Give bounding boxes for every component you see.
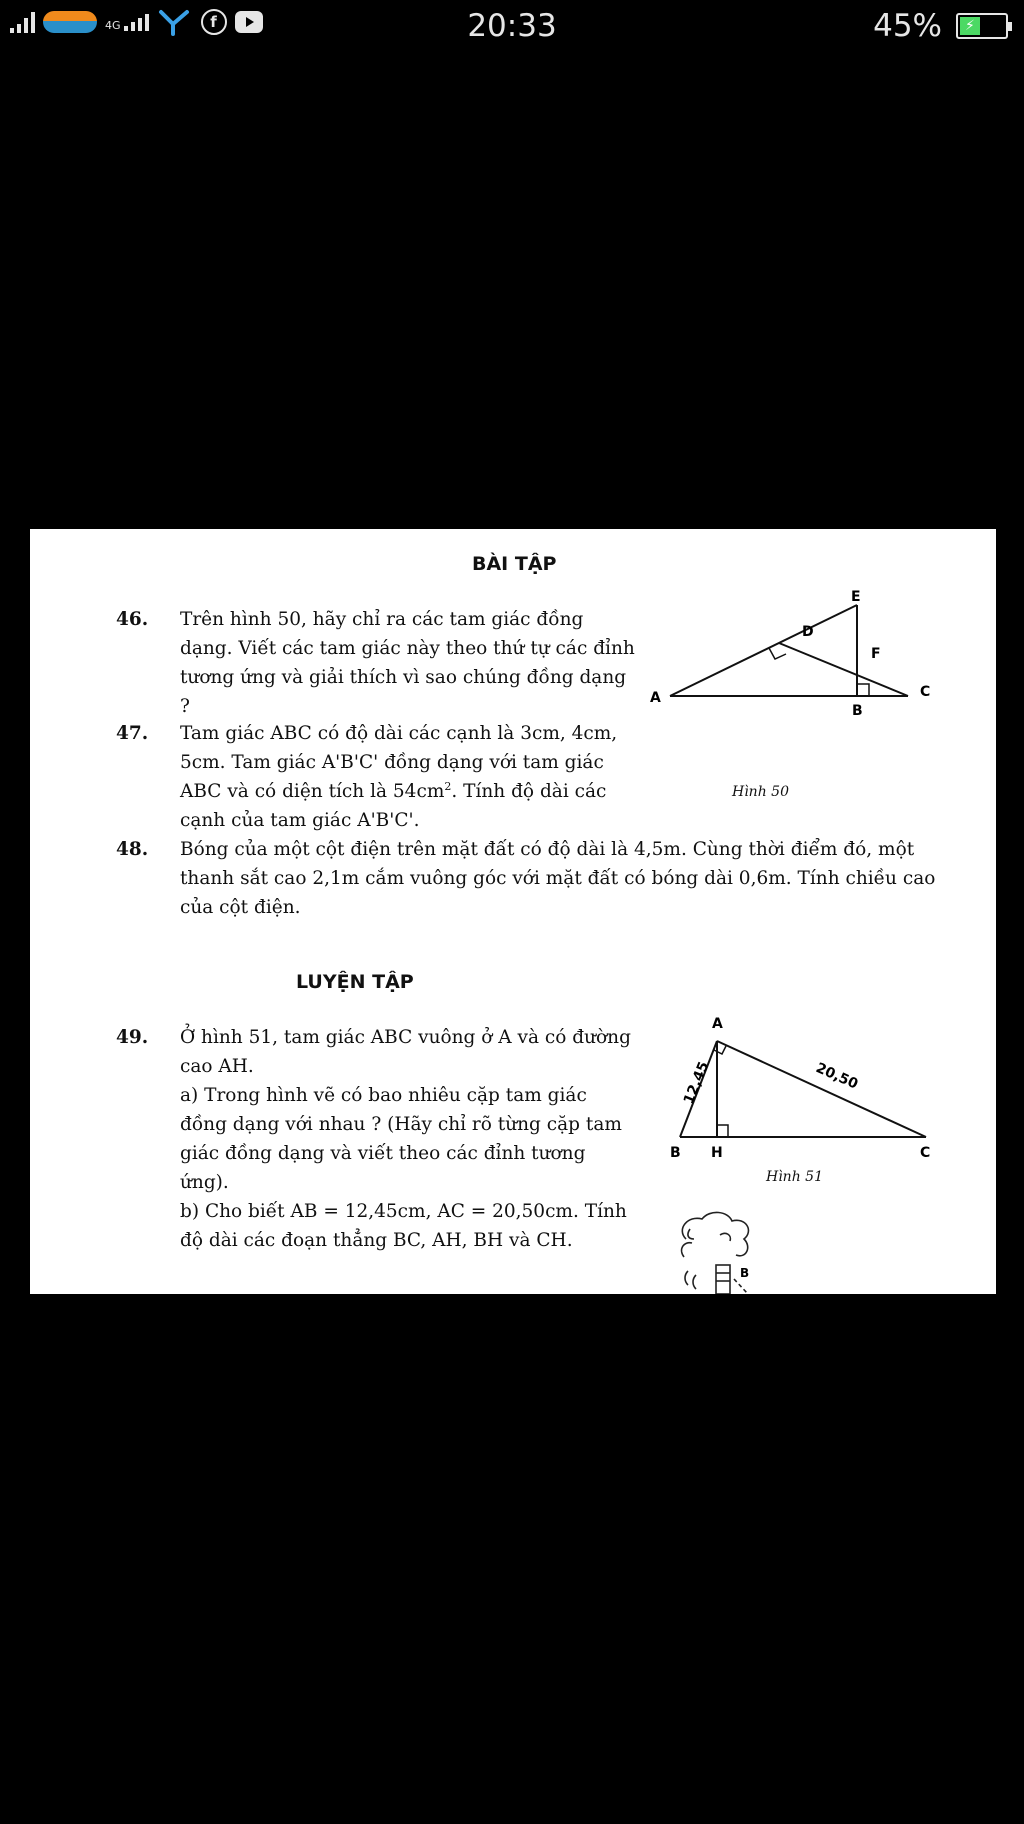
fig50-label-a: A (650, 690, 661, 706)
exercise-number: 48. (116, 839, 149, 860)
exercise-48 (116, 835, 946, 922)
exercise-49 (116, 1023, 636, 1255)
exercise-text: Bóng của một cột điện trên mặt đất có độ dài là 4,5m. Cùng thời điểm đó, một thanh sắt cao 2,1m cắm vuông góc với mặt đất có bóng dài 0,6m. Tính chiều cao của cột điện. (180, 839, 936, 918)
exercise-text: Trên hình 50, hãy chỉ ra các tam giác đồng dạng. Viết các tam giác này theo thứ tự các đỉnh tương ứng và giải thích vì sao chúng đồng dạng ? (180, 609, 635, 717)
fig50-label-c: C (920, 684, 931, 700)
status-bar (0, 0, 1024, 52)
exponent: 2 (444, 779, 452, 793)
facebook-glyph: f (210, 13, 217, 31)
exercise-part-b: b) Cho biết AB = 12,45cm, AC = 20,50cm. Tính độ dài các đoạn thẳng BC, AH, BH và CH. (180, 1201, 627, 1251)
status-icons-right (873, 8, 1008, 44)
figure-50-caption: Hình 50 (732, 784, 789, 800)
exercise-text-part: Tam giác ABC có độ dài các cạnh là 3cm, 4cm, 5cm. Tam giác A'B'C' đồng dạng với tam giác ABC và có diện tích là 54cm (180, 723, 618, 802)
fig51-side-ac: 20,50 (813, 1060, 861, 1093)
textbook-page (30, 529, 996, 1294)
exercise-46 (116, 605, 636, 721)
exercise-part-a: a) Trong hình vẽ có bao nhiêu cặp tam giác đồng dạng với nhau ? (Hãy chỉ rõ từng cặp tam giác đồng dạng và viết theo các đỉnh tương ứng). (180, 1085, 622, 1193)
figure-51-diagram (640, 1006, 940, 1186)
fig50-label-f: F (871, 646, 881, 662)
section-title-bai-tap: BÀI TẬP (472, 553, 557, 575)
clock: 20:33 (467, 8, 557, 44)
fig52-label-b: B (740, 1266, 750, 1280)
fig51-label-a: A (712, 1016, 723, 1032)
network-type-label: 4G (105, 19, 121, 32)
battery-charging-icon: ⚡ (956, 13, 1008, 39)
exercise-intro: Ở hình 51, tam giác ABC vuông ở A và có đường cao AH. (180, 1027, 631, 1077)
figure-50-diagram (640, 589, 940, 769)
fig50-label-d: D (802, 624, 814, 640)
fig50-label-e: E (851, 589, 861, 605)
exercise-text-part: . Tính độ dài các cạnh của tam giác A'B'C'. (180, 781, 607, 831)
exercise-number: 47. (116, 723, 149, 744)
battery-percent: 45% (873, 8, 942, 44)
exercise-text (180, 719, 636, 835)
figure-51-caption: Hình 51 (766, 1169, 823, 1185)
fig51-label-h: H (711, 1145, 723, 1161)
fig51-side-ab: 12,45 (680, 1059, 713, 1107)
fig51-label-c: C (920, 1145, 931, 1161)
exercise-47 (116, 719, 636, 835)
exercise-number: 46. (116, 609, 149, 630)
fig50-label-b: B (852, 703, 863, 719)
section-title-luyen-tap: LUYỆN TẬP (296, 971, 414, 993)
fig51-label-b: B (670, 1145, 681, 1161)
exercise-number: 49. (116, 1027, 149, 1048)
figure-52-partial (670, 1209, 790, 1294)
